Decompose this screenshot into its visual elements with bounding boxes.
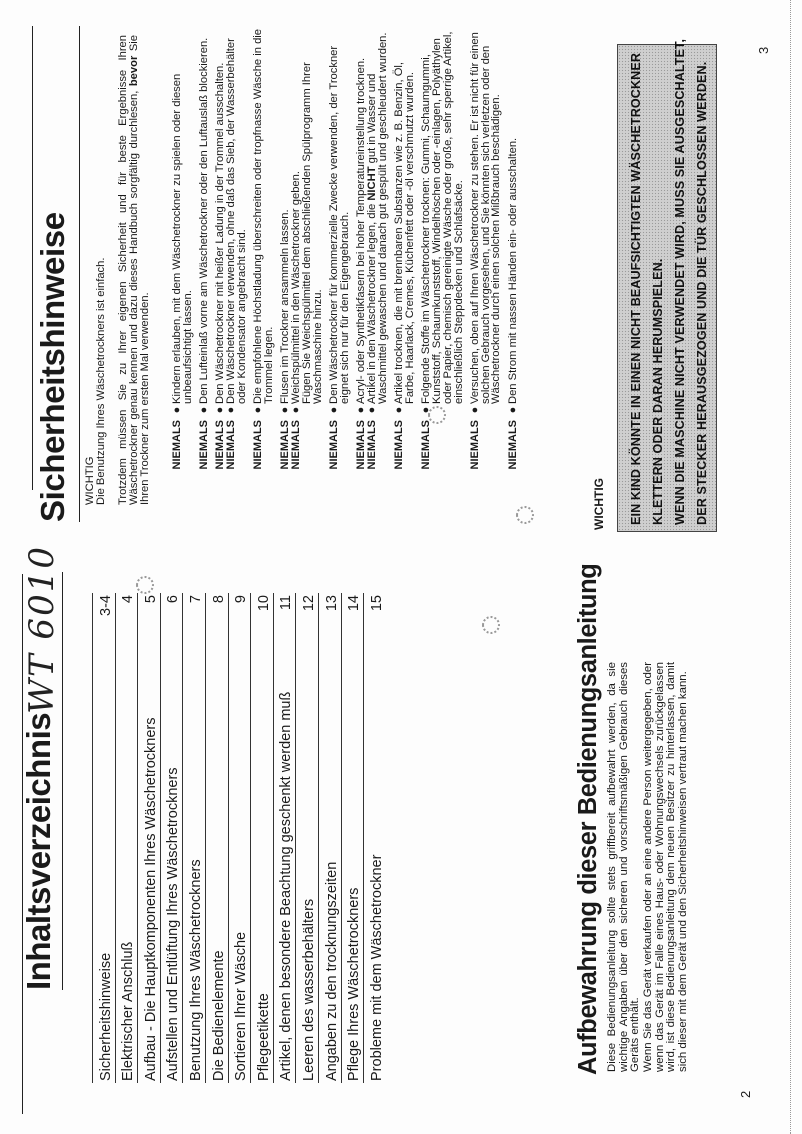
never-label: NIEMALS bbox=[355, 420, 368, 470]
toc-entry-page: 11 bbox=[278, 595, 295, 611]
bullet-icon: ● bbox=[420, 406, 433, 414]
safety-rule-text: Artikel in den Wäschetrockner legen, die NICHT gut in Wasser und Waschmittel gewaschen und danach gut gespült und geschleudert wurden. bbox=[365, 32, 389, 404]
never-label: NIEMALS bbox=[290, 420, 303, 470]
bullet-icon: ● bbox=[290, 406, 303, 414]
bullet-icon: ● bbox=[468, 406, 481, 414]
toc-entry-page: 8 bbox=[210, 595, 227, 604]
safety-rule bbox=[508, 29, 519, 484]
never-label: NIEMALS bbox=[252, 420, 265, 470]
title-underline bbox=[62, 572, 63, 990]
safety-rule-text: Folgende Stoffe im Wäschetrockner trocknen: Gummi, Schaumgummi, Kunststoff, Schaumkunststoff, Windelhöschen oder -einlagen, Polyäthylen oder Papier, chemisch gereinigte Wäsche oder große, sehr sperrige Artikel, einschließlich Steppdecken und Schlafsäcke. bbox=[420, 31, 465, 404]
safety-rule bbox=[226, 29, 248, 484]
safety-rule-text: Artikel trocknen, die mit brennbaren Substanzen wie z. B. Benzin, Öl, Farbe, Haarlack, Cremes, Küchenfett oder -öl verschmutzt wurden. bbox=[393, 61, 416, 404]
toc-entry bbox=[205, 593, 228, 1083]
toc-entry-label: Elektrischer Anschluß bbox=[120, 941, 137, 1081]
safety-rule-text: Flusen im Trockner ansammeln lassen. bbox=[279, 209, 292, 404]
safety-rule bbox=[329, 29, 351, 484]
bullet-icon: ● bbox=[171, 406, 183, 414]
toc-entry-label: Sicherheitshinweise bbox=[97, 952, 114, 1081]
toc-entry-page: 13 bbox=[323, 595, 340, 612]
warning-line: EIN KIND KÖNNTE IN EINEN NICHT BEAUFSICHTIGTEN WÄSCHETROCKNER bbox=[629, 52, 643, 525]
toc-entry-page: 15 bbox=[368, 595, 385, 612]
toc-entry bbox=[363, 593, 386, 1083]
safety-rule-text: Den Strom mit nassen Händen ein- oder ausschalten. bbox=[506, 137, 519, 404]
toc-entry-label: Angaben zu den trocknungszeiten bbox=[323, 861, 340, 1081]
toc-entry-page: 4 bbox=[120, 595, 137, 604]
safety-rule-text: Acryl- oder Synthetikfasern bei hoher Temperatureinstellung trocknen. bbox=[355, 57, 368, 404]
bullet-icon: ● bbox=[279, 406, 292, 414]
page-title: Sicherheitshinweise bbox=[34, 212, 71, 522]
table-of-contents bbox=[92, 593, 386, 1083]
never-label: NIEMALS bbox=[506, 420, 519, 470]
warning-heading: WICHTIG bbox=[592, 478, 606, 530]
never-label: NIEMALS bbox=[225, 420, 238, 470]
toc-entry-label: Artikel, denen besondere Beachtung geschenkt werden muß bbox=[278, 691, 295, 1081]
safety-rule-text: Den Wäschetrockner mit heißer Ladung in der Trommel ausschalten. bbox=[214, 62, 227, 404]
paragraph: Diese Bedienungsanleitung sollte stets griffbereit aufbewahrt werden, da sie wichtige Angaben über den sicheren und vorschriftsmäßigen Gebrauch dieses Geräts enthält. bbox=[606, 662, 642, 1072]
safety-rule bbox=[172, 29, 194, 484]
toc-entry bbox=[160, 593, 183, 1083]
never-label: NIEMALS bbox=[393, 420, 406, 470]
toc-entry-label: Benutzung Ihres Wäschetrockners bbox=[187, 859, 204, 1081]
safety-rules-list bbox=[172, 29, 519, 484]
toc-entry bbox=[182, 593, 205, 1083]
warning-line: DER STECKER HERAUSGEZOGEN UND DIE TÜR GESCHLOSSEN WERDEN. bbox=[695, 61, 709, 525]
scan-edge bbox=[790, 0, 791, 1134]
bullet-icon: ● bbox=[328, 406, 341, 414]
safety-rule-text: Den Wäschetrockner für kommerzielle Zwecke verwenden, der Trockner eignet sich nur für den Eigengebrauch. bbox=[328, 45, 351, 404]
bullet-icon: ● bbox=[355, 406, 368, 414]
handwritten-model-note: WT 6010 bbox=[22, 545, 62, 714]
never-label: NIEMALS bbox=[468, 420, 481, 470]
never-label: NIEMALS bbox=[214, 420, 227, 470]
intro-paragraph: Trotzdem müssen Sie zu Ihrer eigenen Sicherheit und für beste Ergebnisse Ihren Wäschetrockner genau kennen und dazu dieses Handbuch sorgfältig durchlesen, bevor Sie Ihren Trockner zum ersten Mal verwenden. bbox=[117, 35, 152, 505]
never-label: NIEMALS bbox=[328, 420, 341, 470]
page-number: 2 bbox=[738, 1090, 753, 1098]
toc-entry bbox=[318, 593, 341, 1083]
toc-entry bbox=[250, 593, 273, 1083]
never-label: NIEMALS bbox=[365, 420, 378, 470]
punch-hole-icon bbox=[516, 506, 534, 524]
toc-entry-page: 5 bbox=[142, 595, 159, 604]
toc-entry-label: Leeren des wasserbehälters bbox=[300, 898, 317, 1081]
bullet-icon: ● bbox=[252, 406, 265, 414]
safety-rule-text: Kindern erlauben, mit dem Wäschetrockner zu spielen oder diesen unbeaufsichtigt lassen. bbox=[171, 73, 194, 404]
safety-rule-text: Den Lufteinlaß vorne am Wäschetrockner oder den Luftauslaß blockieren. bbox=[198, 37, 211, 404]
punch-hole-icon bbox=[482, 616, 500, 634]
toc-entry-label: Die Bedienelemente bbox=[210, 950, 227, 1081]
never-label: NIEMALS bbox=[198, 420, 211, 470]
bullet-icon: ● bbox=[365, 406, 378, 414]
toc-entry-label: Pflegeetikette bbox=[255, 993, 272, 1081]
intro-line: Die Benutzung Ihres Wäschetrockners ist einfach. bbox=[95, 257, 107, 505]
warning-line: KLETTERN ODER DARAN HERUMSPIELEN. bbox=[651, 258, 665, 525]
warning-line: WENN DIE MASCHINE NICHT VERWENDET WIRD, MUSS SIE AUSGESCHALTET, bbox=[673, 38, 687, 525]
toc-entry-page: 7 bbox=[187, 595, 204, 604]
bullet-icon: ● bbox=[506, 406, 519, 414]
never-label: NIEMALS bbox=[171, 420, 183, 470]
safety-rule-text: Fügen Sie Weichspülmittel dem abschließenden Spülprogramm Ihrer Waschmaschine hinzu. bbox=[300, 62, 324, 404]
safety-rule bbox=[367, 29, 389, 484]
toc-entry bbox=[295, 593, 318, 1083]
toc-entry-label: Aufbau - Die Hauptkomponenten Ihres Wäschetrockners bbox=[142, 717, 159, 1081]
never-label: NIEMALS bbox=[279, 420, 292, 470]
safety-rule bbox=[302, 29, 324, 484]
page-number: 3 bbox=[756, 46, 771, 54]
safety-rule-text: Weichspülmittel in den Wäschetrockner geben. bbox=[290, 171, 303, 404]
safety-rule bbox=[199, 29, 210, 484]
toc-entry-page: 10 bbox=[255, 595, 272, 612]
important-label: WICHTIG bbox=[84, 456, 96, 505]
toc-entry-label: Probleme mit dem Wäschetrockner bbox=[368, 854, 385, 1081]
toc-entry-page: 14 bbox=[346, 595, 363, 612]
title-underline bbox=[79, 26, 80, 522]
toc-entry-page: 9 bbox=[233, 595, 250, 604]
bullet-icon: ● bbox=[225, 406, 238, 414]
paragraph: Wenn Sie das Gerät verkaufen oder an eine andere Person weitergegeben, oder wenn das Gerät im Falle eines Haus- oder Wohnungswechsels zurückgelassen wird, ist diese Bedienungsanleitung dem neuen Besitzer zu hinterlassen, damit sich dieser mit dem Gerät und den Sicherheitshinweisen vertraut machen kann. bbox=[642, 662, 689, 1072]
toc-entry-label: Pflege Ihres Wäschetrockners bbox=[346, 887, 363, 1081]
never-label: NIEMALS bbox=[420, 420, 433, 470]
safety-rule bbox=[470, 29, 502, 484]
toc-entry-label: Sortieren Ihrer Wäsche bbox=[233, 931, 250, 1081]
bullet-icon: ● bbox=[393, 406, 406, 414]
emphasis: bevor bbox=[128, 55, 141, 87]
page-title: Inhaltsverzeichnis bbox=[20, 712, 57, 990]
toc-entry-label: Aufstellen und Entlüftung Ihres Wäschetrockners bbox=[165, 767, 182, 1081]
bullet-icon: ● bbox=[214, 406, 227, 414]
punch-hole-icon bbox=[428, 406, 446, 424]
section-title: Aufbewahrung dieser Bedienungsanleitung bbox=[574, 563, 602, 1075]
toc-entry-page: 3-4 bbox=[97, 595, 114, 616]
bullet-icon: ● bbox=[198, 406, 211, 414]
toc-entry bbox=[228, 593, 251, 1083]
punch-hole-icon bbox=[136, 576, 154, 594]
toc-entry-page: 12 bbox=[300, 595, 317, 612]
safety-rule bbox=[253, 29, 275, 484]
toc-entry bbox=[341, 593, 364, 1083]
safety-rule bbox=[394, 29, 416, 484]
toc-entry bbox=[92, 593, 115, 1083]
safety-rule-text: Versuchen, oben auf Ihren Wäschetrockner zu stehen. Er ist nicht für einen solchen Gebrauch vorgesehen, und Sie könnten sich verletzen oder den Wäschetrockner durch einen solchen Mißbrauch beschädigen. bbox=[468, 32, 503, 404]
toc-entry bbox=[115, 593, 138, 1083]
toc-entry bbox=[137, 593, 160, 1083]
safety-rule-text: Den Wäschetrockner verwenden, ohne daß das Sieb, der Wasserbehälter oder Kondensator angebracht sind. bbox=[225, 38, 248, 404]
toc-entry bbox=[273, 593, 296, 1083]
warning-box bbox=[617, 38, 717, 532]
toc-entry-page: 6 bbox=[165, 595, 182, 604]
safety-rule-text: Die empfohlene Höchstladung überschreiten oder tropfnasse Wäsche in die Trommel legen. bbox=[252, 29, 276, 404]
